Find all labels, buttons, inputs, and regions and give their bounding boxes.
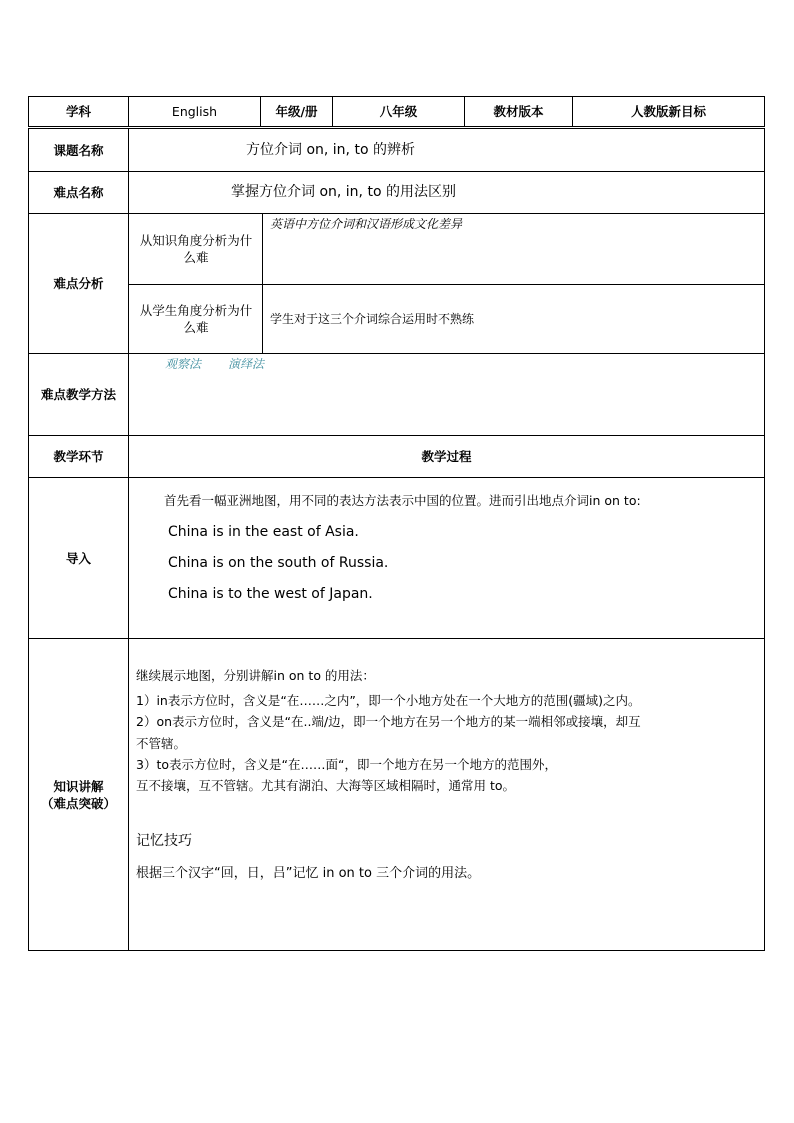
intro-example: China is to the west of Japan. [168, 586, 373, 602]
student-angle-value: 学生对于这三个介词综合运用时不熟练 [270, 312, 475, 326]
topic-label: 课题名称 [53, 142, 104, 158]
knowledge-line: 3）to表示方位时，含义是“在……面“，即一个地方在另一个地方的范围外， [136, 757, 557, 772]
intro-text: 首先看一幅亚洲地图，用不同的表达方法表示中国的位置。进而引出地点介词in on to: [164, 493, 641, 508]
subject-value: English [171, 104, 218, 119]
textbook-value: 人教版新目标 [630, 104, 706, 119]
method-observation: 观察法 [165, 357, 202, 371]
knowledge-label [29, 639, 128, 950]
knowledge-angle-value: 英语中方位介词和汉语形成文化差异 [270, 217, 463, 231]
table-border [128, 128, 129, 951]
memory-tip-title: 记忆技巧 [136, 833, 192, 849]
table-border [28, 950, 765, 951]
textbook-label: 教材版本 [493, 104, 544, 119]
intro-label: 导入 [65, 550, 91, 566]
section-header-label: 教学环节 [53, 449, 104, 464]
knowledge-line: 不管辖。 [136, 736, 187, 751]
intro-example: China is in the east of Asia. [168, 524, 359, 540]
knowledge-angle-label: 从知识角度分析为什么难 [139, 233, 253, 265]
table-border [262, 213, 263, 354]
methods-label: 难点教学方法 [40, 387, 116, 402]
subject-label: 学科 [65, 104, 91, 119]
difficulty-value: 掌握方位介词 on, in, to 的用法区别 [231, 184, 456, 200]
grade-label: 年级/册 [275, 104, 318, 119]
grade-value: 八年级 [379, 104, 418, 119]
method-deduction: 演绎法 [228, 357, 265, 371]
knowledge-line: 继续展示地图，分别讲解in on to 的用法： [136, 668, 375, 683]
analysis-label: 难点分析 [53, 276, 104, 291]
knowledge-line: 1）in表示方位时，含义是“在……之内”，即一个小地方处在一个大地方的范围(疆域)之内。 [136, 693, 641, 708]
section-header-value: 教学过程 [421, 449, 472, 464]
knowledge-line: 互不接壤，互不管辖。尤其有湖泊、大海等区域相隔时，通常用 to。 [136, 778, 516, 793]
student-angle-label: 从学生角度分析为什么难 [139, 303, 253, 335]
table-border [28, 126, 765, 127]
intro-example: China is on the south of Russia. [168, 555, 389, 571]
table-border [28, 638, 765, 639]
table-border [28, 171, 765, 172]
table-border [28, 477, 765, 478]
knowledge-label-sub: （难点突破） [40, 795, 116, 811]
table-border [28, 353, 765, 354]
difficulty-label: 难点名称 [53, 185, 104, 200]
knowledge-label-main: 知识讲解 [53, 778, 104, 794]
table-border [764, 128, 765, 951]
knowledge-line: 2）on表示方位时，含义是“在..端/边，即一个地方在另一个地方的某一端相邻或接壤，却互 [136, 714, 641, 729]
table-border [764, 96, 765, 127]
memory-tip-text: 根据三个汉字“回，日，吕”记忆 in on to 三个介词的用法。 [136, 866, 481, 881]
topic-value: 方位介词 on, in, to 的辨析 [246, 142, 415, 158]
table-border [28, 128, 765, 129]
